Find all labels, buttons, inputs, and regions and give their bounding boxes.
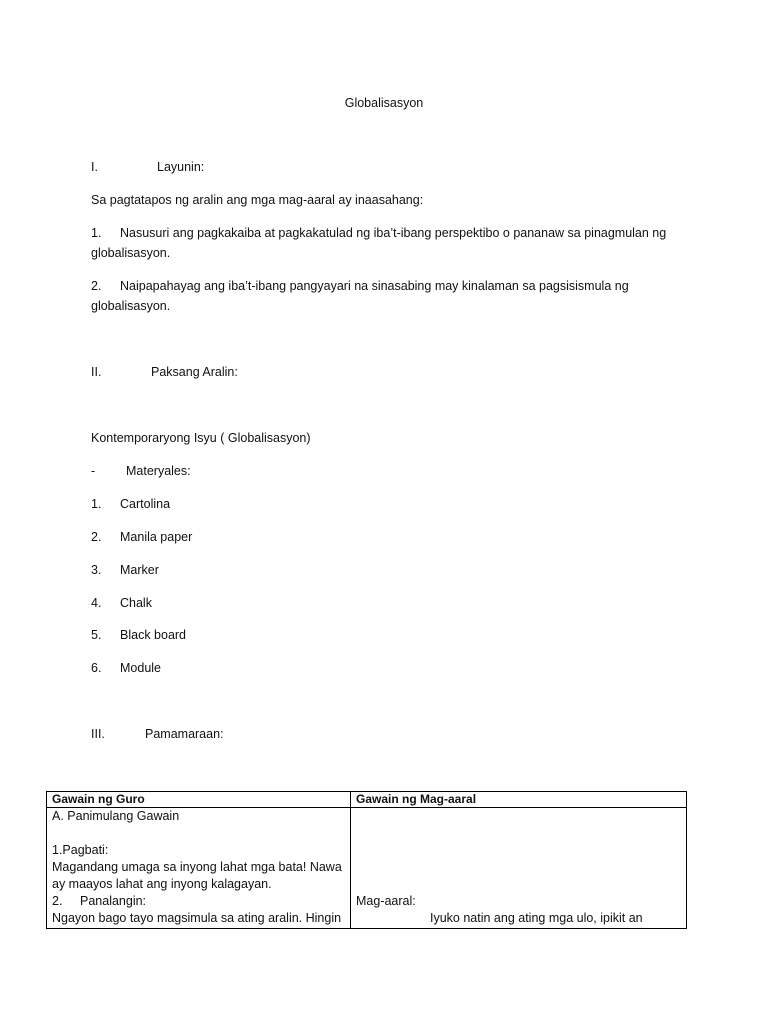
material-label: Cartolina [120, 497, 171, 511]
material-number: 1. [91, 497, 102, 511]
section-numeral: II. [91, 365, 102, 379]
blank-line [356, 859, 681, 876]
objective-item [91, 223, 681, 263]
material-label: Module [120, 661, 161, 675]
section-numeral: III. [91, 727, 105, 741]
prayer-label: Panalangin: [80, 894, 147, 908]
section-numeral: I. [91, 160, 98, 174]
student-activity-cell [351, 808, 687, 929]
section-heading: Pamamaraan: [145, 727, 224, 741]
greeting-label: 1.Pagbati: [52, 843, 109, 857]
student-text: Iyuko natin ang ating mga ulo, ipikit an [430, 911, 643, 925]
objective-number: 1. [91, 226, 102, 240]
material-label: Marker [120, 563, 159, 577]
material-number: 6. [91, 661, 102, 675]
greeting-text: Magandang umaga sa inyong lahat mga bata! Nawa [52, 860, 342, 874]
material-number: 5. [91, 628, 102, 642]
objectives-intro: Sa pagtatapos ng aralin ang mga mag-aaral ay inaasahang: [91, 193, 424, 207]
materials-heading: Materyales: [126, 464, 191, 478]
section-heading: Layunin: [157, 160, 205, 174]
prayer-heading [52, 893, 345, 910]
prayer-text: Ngayon bago tayo magsimula sa ating aralin. Hingin [52, 911, 342, 925]
table-header-teacher: Gawain ng Guro [47, 792, 351, 808]
table-header-student: Gawain ng Mag-aaral [351, 792, 687, 808]
material-label: Chalk [120, 596, 152, 610]
greeting-text: ay maayos lahat ang inyong kalagayan. [52, 877, 272, 891]
objective-number: 2. [91, 279, 102, 293]
material-number: 2. [91, 530, 102, 544]
materials-bullet: - [91, 464, 96, 478]
blank-line [356, 808, 681, 825]
blank-line [52, 825, 345, 842]
table-row [47, 808, 687, 929]
blank-line [356, 842, 681, 859]
teacher-section-label: A. Panimulang Gawain [52, 809, 180, 823]
blank-line [356, 876, 681, 893]
objective-item [91, 276, 681, 316]
material-number: 4. [91, 596, 102, 610]
teacher-activity-cell [47, 808, 351, 929]
student-label: Mag-aaral: [356, 894, 416, 908]
material-number: 3. [91, 563, 102, 577]
prayer-number: 2. [52, 894, 63, 908]
objective-text: Naipapahayag ang iba’t-ibang pangyayari na sinasabing may kinalaman sa pagsisismula ng globalisasyon. [91, 279, 629, 313]
topic-text: Kontemporaryong Isyu ( Globalisasyon) [91, 431, 311, 445]
table-header-row [47, 792, 687, 808]
material-label: Manila paper [120, 530, 193, 544]
material-label: Black board [120, 628, 187, 642]
objective-text: Nasusuri ang pagkakaiba at pagkakatulad ng iba’t-ibang perspektibo o pananaw sa pinagmulan ng globalisasyon. [91, 226, 667, 260]
document-title: Globalisasyon [344, 96, 424, 110]
blank-line [356, 825, 681, 842]
section-heading: Paksang Aralin: [151, 365, 238, 379]
lesson-table [46, 791, 687, 929]
